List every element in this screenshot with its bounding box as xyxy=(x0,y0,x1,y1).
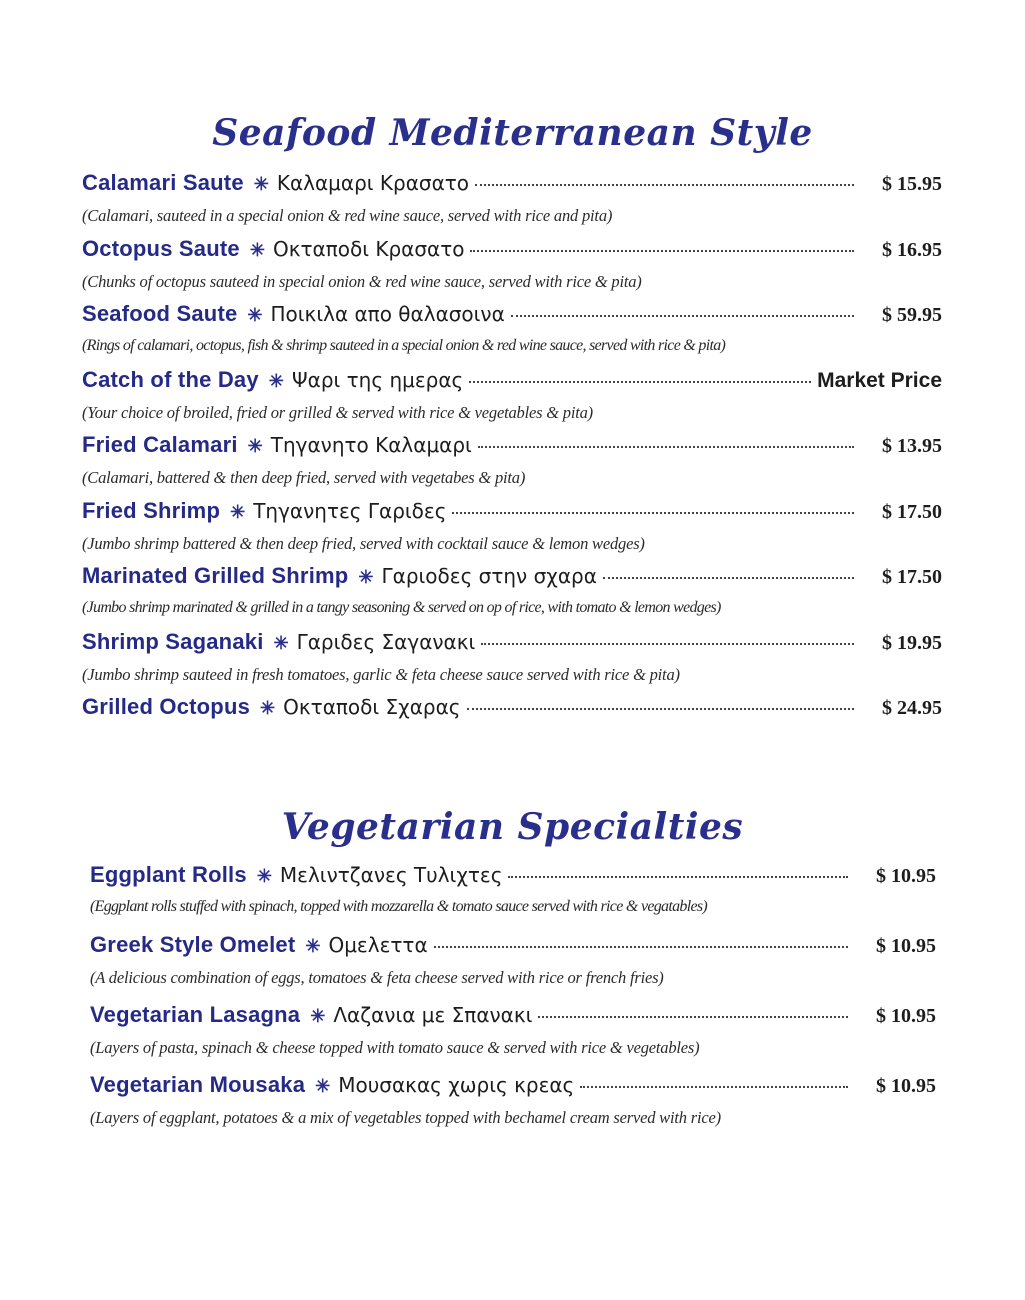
item-description: (Chunks of octopus sauteed in special onion & red wine sauce, served with rice & pita) xyxy=(82,271,642,291)
menu-item xyxy=(82,301,942,367)
menu-item xyxy=(90,862,936,932)
menu-item xyxy=(82,629,942,695)
item-greek-name: Τηγανητο Καλαμαρι xyxy=(270,433,472,457)
menu-item xyxy=(82,367,942,433)
dot-leader xyxy=(603,575,854,579)
item-name: Fried Shrimp xyxy=(82,497,221,523)
menu-item xyxy=(82,170,942,236)
asterisk-icon: ✳ xyxy=(273,632,289,653)
dot-leader xyxy=(452,510,854,514)
vegetarian-menu-list xyxy=(90,862,936,1142)
item-name: Calamari Saute xyxy=(82,170,244,195)
seafood-menu-list xyxy=(82,170,942,760)
item-price: $ 17.50 xyxy=(882,566,942,588)
asterisk-icon: ✳ xyxy=(256,866,272,886)
item-price: $ 59.95 xyxy=(882,304,942,326)
item-description: (Calamari, battered & then deep fried, served with vegetabes & pita) xyxy=(82,468,526,487)
item-price: $ 10.95 xyxy=(876,1005,936,1027)
dot-leader xyxy=(538,1014,848,1018)
item-name: Shrimp Saganaki xyxy=(82,628,264,654)
item-greek-name: Ψαρι της ημερας xyxy=(291,367,464,392)
asterisk-icon: ✳ xyxy=(268,370,284,391)
item-greek-name: Οκταποδι Σχαρας xyxy=(283,695,461,719)
item-price: $ 10.95 xyxy=(876,935,936,957)
dot-leader xyxy=(511,313,854,317)
menu-item xyxy=(82,694,942,760)
item-name: Octopus Saute xyxy=(82,235,240,261)
item-description: (Jumbo shrimp battered & then deep fried, served with cocktail sauce & lemon wedges) xyxy=(82,533,645,553)
item-description: (A delicious combination of eggs, tomatoes & feta cheese served with rice or french fries) xyxy=(90,968,664,987)
item-price: $ 10.95 xyxy=(876,1075,936,1097)
item-name: Vegetarian Lasagna xyxy=(90,1002,301,1027)
item-description: (Calamari, sauteed in a special onion & red wine sauce, served with rice and pita) xyxy=(82,206,613,225)
item-description: (Jumbo shrimp sauteed in fresh tomatoes, garlic & feta cheese sauce served with rice & pita) xyxy=(82,664,680,684)
dot-leader xyxy=(478,444,854,448)
menu-item xyxy=(82,432,942,498)
item-description: (Your choice of broiled, fried or grilled & served with rice & vegetables & pita) xyxy=(82,402,593,422)
item-name: Grilled Octopus xyxy=(82,694,251,719)
asterisk-icon: ✳ xyxy=(315,1076,331,1096)
section-title-vegetarian: Vegetarian Specialties xyxy=(281,806,744,849)
item-greek-name: Καλαμαρι Κρασατο xyxy=(276,171,470,195)
asterisk-icon: ✳ xyxy=(358,567,374,587)
item-greek-name: Οκταποδι Κρασατο xyxy=(272,236,465,261)
item-greek-name: Γαριδες Σαγανακι xyxy=(296,629,476,654)
asterisk-icon: ✳ xyxy=(310,1006,326,1026)
item-price: $ 16.95 xyxy=(882,238,942,261)
dot-leader xyxy=(580,1084,848,1088)
asterisk-icon: ✳ xyxy=(260,698,276,718)
menu-item xyxy=(90,1072,936,1142)
item-name: Greek Style Omelet xyxy=(90,932,296,957)
item-price: $ 13.95 xyxy=(882,435,942,457)
item-name: Seafood Saute xyxy=(82,301,238,326)
item-price: $ 24.95 xyxy=(882,697,942,719)
dot-leader xyxy=(508,874,848,878)
asterisk-icon: ✳ xyxy=(253,174,269,194)
menu-item xyxy=(82,563,942,629)
item-name: Eggplant Rolls xyxy=(90,862,247,887)
item-greek-name: Τηγανητες Γαριδες xyxy=(253,498,447,523)
item-price: $ 17.50 xyxy=(882,500,942,523)
item-price: $ 15.95 xyxy=(882,173,942,195)
item-name: Vegetarian Mousaka xyxy=(90,1072,306,1097)
menu-item xyxy=(90,932,936,1002)
item-price: $ 19.95 xyxy=(882,631,942,654)
item-greek-name: Ποικιλα απο θαλασοινα xyxy=(270,302,505,326)
item-price: $ 10.95 xyxy=(876,865,936,887)
menu-item xyxy=(90,1002,936,1072)
asterisk-icon: ✳ xyxy=(247,436,263,456)
item-description: (Rings of calamari, octopus, fish & shrimp sauteed in a special onion & red wine sauce, served with rice & pita) xyxy=(82,337,726,354)
item-description: (Eggplant rolls stuffed with spinach, topped with mozzarella & tomato sauce served with rice & vegatables) xyxy=(90,898,707,915)
item-description: (Layers of pasta, spinach & cheese topped with tomato sauce & served with rice & vegetables) xyxy=(90,1038,700,1057)
dot-leader xyxy=(434,944,848,948)
item-description: (Layers of eggplant, potatoes & a mix of vegetables topped with bechamel cream served with rice) xyxy=(90,1108,721,1127)
asterisk-icon: ✳ xyxy=(247,305,263,325)
item-greek-name: Γαριοδες στην σχαρα xyxy=(381,564,597,588)
asterisk-icon: ✳ xyxy=(230,501,246,522)
item-description: (Jumbo shrimp marinated & grilled in a tangy seasoning & served on op of rice, with tomato & lemon wedges) xyxy=(82,599,721,616)
asterisk-icon: ✳ xyxy=(249,239,265,260)
item-name: Catch of the Day xyxy=(82,366,259,392)
dot-leader xyxy=(470,248,854,252)
dot-leader xyxy=(475,182,854,186)
dot-leader xyxy=(481,641,854,645)
item-greek-name: Λαζανια με Σπανακι xyxy=(333,1003,533,1027)
item-price: Market Price xyxy=(817,368,942,392)
item-name: Marinated Grilled Shrimp xyxy=(82,563,349,588)
menu-item xyxy=(82,236,942,302)
item-greek-name: Ομελεττα xyxy=(328,933,428,957)
item-name: Fried Calamari xyxy=(82,432,238,457)
dot-leader xyxy=(467,706,854,710)
item-greek-name: Μουσακας χωρις κρεας xyxy=(338,1073,575,1097)
asterisk-icon: ✳ xyxy=(305,936,321,956)
menu-item xyxy=(82,498,942,564)
dot-leader xyxy=(469,379,811,383)
item-greek-name: Μελιντζανες Τυλιχτες xyxy=(279,863,503,887)
section-title-seafood: Seafood Mediterranean Style xyxy=(212,112,813,155)
